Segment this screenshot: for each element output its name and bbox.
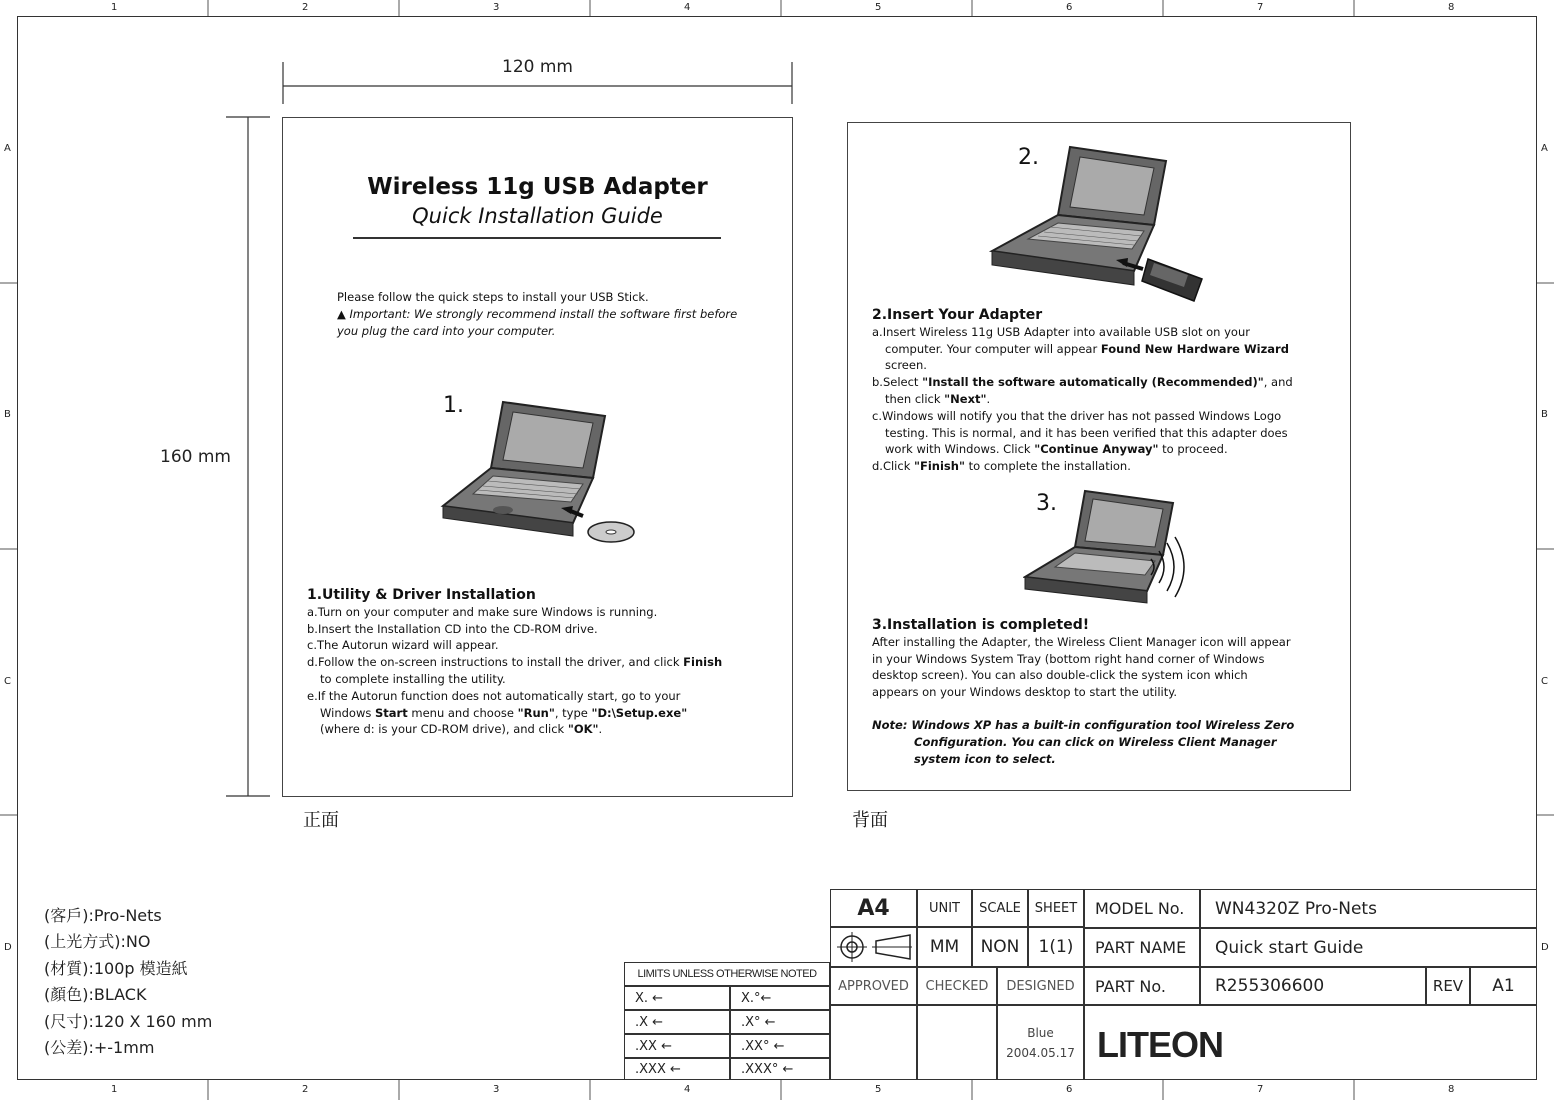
section-2-block	[872, 307, 1342, 475]
step-2c: c.Windows will notify you that the driver has not passed Windows Logo	[872, 408, 1282, 423]
col-label-bottom: 7	[1257, 1084, 1264, 1095]
step-1d-text: d.Follow the on-screen instructions to install the driver, and click	[307, 655, 684, 670]
step-1e: e.If the Autorun function does not automatically start, go to your	[307, 688, 681, 703]
spacer	[872, 701, 1342, 717]
logo-cell	[1084, 1005, 1537, 1080]
section-3-title: 3.Installation is completed!	[872, 617, 1090, 633]
step-2b	[872, 374, 1342, 391]
step-1e-cont	[307, 705, 787, 722]
section-1-title: 1.Utility & Driver Installation	[307, 587, 536, 603]
section-3-line: in your Windows System Tray (bottom right hand corner of Windows	[872, 651, 1265, 666]
install-emphasis: "Install the software automatically (Recommended)"	[922, 375, 1264, 390]
step-2d	[872, 458, 1342, 475]
note-line: system icon to select.	[914, 751, 1056, 766]
col-label-top: 8	[1448, 2, 1455, 13]
section-3-line: desktop screen). You can also double-click the system icon which	[872, 668, 1248, 683]
setup-path-emphasis: "D:\Setup.exe"	[591, 705, 688, 720]
step-1e-text: .	[598, 722, 603, 737]
col-label-bottom: 5	[875, 1084, 882, 1095]
step-2a-text: computer. Your computer will appear	[885, 341, 1101, 356]
step-1c: c.The Autorun wizard will appear.	[307, 638, 499, 653]
step-1e-cont2	[307, 721, 787, 738]
unit-label: UNIT	[917, 889, 972, 927]
note-line: Note: Windows XP has a built-in configuration tool Wireless Zero	[872, 717, 1295, 732]
spec-list	[44, 903, 212, 1061]
ok-emphasis: "OK"	[567, 722, 599, 737]
projection-symbol-icon	[834, 931, 914, 963]
continue-emphasis: "Continue Anyway"	[1034, 442, 1159, 457]
col-label-top: 2	[302, 2, 309, 13]
design-date: 2004.05.17	[1006, 1045, 1075, 1060]
finish-emphasis: "Finish"	[914, 459, 965, 474]
front-side-label: 正面	[303, 810, 339, 831]
col-label-top: 4	[684, 2, 691, 13]
step-2c-text: to proceed.	[1158, 442, 1228, 457]
spec-material: (材質):100p 模造紙	[44, 958, 188, 978]
back-side-label: 背面	[852, 810, 888, 831]
next-emphasis: "Next"	[944, 391, 987, 406]
height-dimension: 160 mm	[160, 447, 231, 467]
rev-value: A1	[1470, 967, 1537, 1005]
step-1d	[307, 654, 787, 671]
tolerance-cell: .XX° ←	[730, 1034, 830, 1058]
tolerance-cell: X.°←	[730, 986, 830, 1010]
approved-label: APPROVED	[830, 967, 917, 1005]
scale-label: SCALE	[972, 889, 1028, 927]
step-3-number: 3.	[1036, 491, 1057, 516]
step-1e-text: Windows	[320, 705, 375, 720]
sheet-value: 1(1)	[1028, 927, 1084, 967]
step-2b-text: then click	[885, 391, 945, 406]
model-value: WN4320Z Pro-Nets	[1200, 889, 1537, 928]
col-label-bottom: 2	[302, 1084, 309, 1095]
tolerance-cell: .XXX° ←	[730, 1058, 830, 1080]
section-3-line: appears on your Windows desktop to start the utility.	[872, 685, 1178, 700]
col-label-top: 1	[111, 2, 118, 13]
width-dimension: 120 mm	[502, 57, 573, 77]
step-2a-cont2: screen.	[885, 358, 927, 373]
checked-label: CHECKED	[917, 967, 997, 1005]
tolerance-cell: .X° ←	[730, 1010, 830, 1034]
unit-value: MM	[917, 927, 972, 967]
step-2b-text: b.Select	[872, 375, 923, 390]
section-3-line: After installing the Adapter, the Wireless Client Manager icon will appear	[872, 634, 1291, 649]
step-2d-text: d.Click	[872, 459, 915, 474]
tolerance-cell: .XX ←	[624, 1034, 730, 1058]
col-label-top: 6	[1066, 2, 1073, 13]
step-2b-text: .	[986, 391, 991, 406]
col-label-bottom: 8	[1448, 1084, 1455, 1095]
spec-customer: (客戶):Pro-Nets	[44, 906, 162, 925]
step-2a: a.Insert Wireless 11g USB Adapter into available USB slot on your	[872, 324, 1250, 339]
scale-value: NON	[972, 927, 1028, 967]
back-panel	[847, 122, 1351, 791]
step-1d-cont: to complete installing the utility.	[320, 671, 506, 686]
wizard-emphasis: Found New Hardware Wizard	[1100, 341, 1289, 356]
col-label-top: 3	[493, 2, 500, 13]
row-label-right: B	[1541, 409, 1548, 420]
laptop-usb-illustration	[988, 143, 1218, 313]
model-label: MODEL No.	[1084, 889, 1200, 928]
tolerance-header: LIMITS UNLESS OTHERWISE NOTED	[624, 962, 830, 986]
finish-emphasis: Finish	[683, 655, 723, 670]
designed-label: DESIGNED	[997, 967, 1084, 1005]
step-2-number: 2.	[1018, 145, 1039, 170]
intro-block	[337, 289, 757, 339]
spec-color: (顏色):BLACK	[44, 985, 147, 1005]
row-label-right: D	[1541, 942, 1549, 953]
important-note	[337, 306, 757, 340]
row-label-left: C	[4, 676, 11, 687]
warning-icon: ▲ Important:	[337, 306, 411, 321]
col-label-bottom: 1	[111, 1084, 118, 1095]
liteon-logo: LITEON	[1097, 1024, 1223, 1065]
tolerance-cell: .X ←	[624, 1010, 730, 1034]
designed-signature	[997, 1005, 1084, 1080]
important-text: We strongly recommend install the software first before you plug the card into your computer.	[337, 306, 738, 338]
part-no-value: R255306600	[1200, 967, 1426, 1005]
step-2c-cont: testing. This is normal, and it has been verified that this adapter does	[885, 425, 1288, 440]
step-2a-cont	[872, 341, 1342, 358]
step-2c-text: work with Windows. Click	[885, 442, 1035, 457]
start-emphasis: Start	[375, 705, 408, 720]
row-label-right: C	[1541, 676, 1548, 687]
step-1b: b.Insert the Installation CD into the CD-ROM drive.	[307, 621, 598, 636]
spec-tolerance: (公差):+-1mm	[44, 1038, 155, 1058]
section-3-block	[872, 617, 1342, 767]
run-emphasis: "Run"	[517, 705, 555, 720]
front-panel	[282, 117, 793, 797]
col-label-top: 5	[875, 2, 882, 13]
part-name-value: Quick start Guide	[1200, 928, 1537, 967]
step-2b-cont	[872, 391, 1342, 408]
step-1e-text: (where d: is your CD-ROM drive), and click	[320, 722, 568, 737]
step-number: 1.	[443, 393, 464, 418]
col-label-top: 7	[1257, 2, 1264, 13]
spec-size: (尺寸):120 X 160 mm	[44, 1011, 213, 1031]
step-1e-text: menu and choose	[407, 705, 518, 720]
step-2b-text: , and	[1263, 375, 1293, 390]
sheet-size: A4	[830, 889, 917, 927]
section-2-title: 2.Insert Your Adapter	[872, 307, 1043, 323]
col-label-bottom: 4	[684, 1084, 691, 1095]
projection-symbol-cell	[830, 927, 917, 967]
rev-label: REV	[1426, 967, 1470, 1005]
step-1a: a.Turn on your computer and make sure Windows is running.	[307, 604, 658, 619]
row-label-right: A	[1541, 143, 1548, 154]
row-label-left: D	[4, 942, 12, 953]
designer-name: Blue	[1027, 1025, 1054, 1040]
part-no-label: PART No.	[1084, 967, 1200, 1005]
laptop-cd-illustration	[433, 398, 643, 548]
col-label-bottom: 3	[493, 1084, 500, 1095]
section-1-block	[307, 587, 787, 738]
spec-coating: (上光方式):NO	[44, 932, 151, 952]
guide-subtitle: Quick Installation Guide	[412, 204, 663, 228]
step-1e-text: , type	[554, 705, 592, 720]
note-line: Configuration. You can click on Wireless Client Manager	[914, 734, 1277, 749]
laptop-wireless-illustration	[1023, 489, 1203, 609]
step-2c-cont2	[872, 441, 1342, 458]
row-label-left: B	[4, 409, 11, 420]
row-label-left: A	[4, 143, 11, 154]
title-rule	[353, 237, 721, 239]
tolerance-cell: .XXX ←	[624, 1058, 730, 1080]
intro-text: Please follow the quick steps to install your USB Stick.	[337, 290, 649, 304]
part-name-label: PART NAME	[1084, 928, 1200, 967]
step-2d-text: to complete the installation.	[964, 459, 1131, 474]
tolerance-cell: X. ←	[624, 986, 730, 1010]
sheet-label: SHEET	[1028, 889, 1084, 927]
checked-signature	[917, 1005, 997, 1080]
guide-title: Wireless 11g USB Adapter	[367, 174, 708, 200]
col-label-bottom: 6	[1066, 1084, 1073, 1095]
approved-signature	[830, 1005, 917, 1080]
